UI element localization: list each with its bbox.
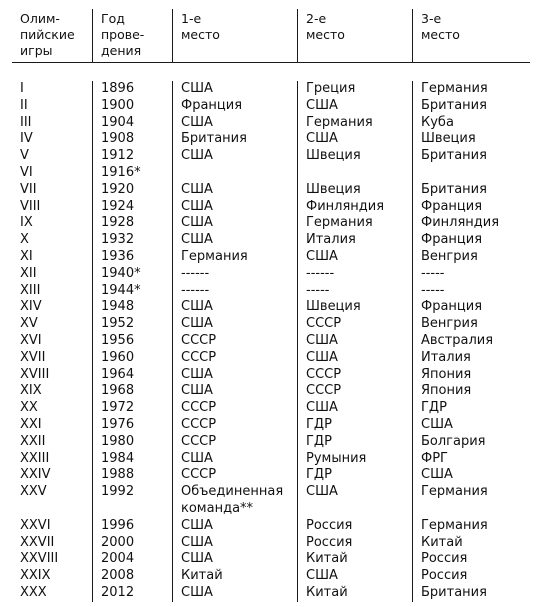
second-place-cell: СССР (297, 383, 412, 400)
table-row (12, 467, 530, 484)
third-place-cell: Британия (412, 148, 530, 165)
first-place-cell: США (172, 115, 297, 132)
year-cell: 1896 (92, 81, 172, 98)
first-place-cell: СССР (172, 350, 297, 367)
year-cell: 1952 (92, 316, 172, 333)
games-cell: VIII (20, 198, 41, 214)
year-cell: 1976 (92, 417, 172, 434)
table-row (12, 148, 530, 165)
games-cell: III (20, 114, 32, 130)
third-place-cell: Британия (412, 585, 530, 602)
second-place-cell: США (297, 350, 412, 367)
table-row (12, 568, 530, 585)
games-cell: XXI (20, 416, 42, 432)
year-cell: 1964 (92, 367, 172, 384)
year-cell: 1920 (92, 182, 172, 199)
year-cell: 1940* (92, 266, 172, 283)
games-cell: XXII (20, 433, 46, 449)
table-body (12, 63, 530, 602)
second-place-cell: США (297, 400, 412, 417)
table-row (12, 115, 530, 132)
table-row (12, 283, 530, 300)
second-place-cell: США (297, 131, 412, 148)
games-cell: XXVII (20, 534, 55, 550)
third-place-cell: Россия (412, 551, 530, 568)
first-place-cell: ------ (172, 283, 297, 300)
third-place-cell: Франция (412, 199, 530, 216)
year-cell: 1996 (92, 518, 172, 535)
third-place-cell (412, 165, 530, 182)
first-place-cell: Объединенная команда** (172, 484, 297, 518)
third-place-cell: Германия (412, 484, 530, 518)
games-cell: XXV (20, 484, 47, 500)
second-place-cell: Китай (297, 551, 412, 568)
games-cell: XXIV (20, 467, 51, 483)
first-place-cell: США (172, 367, 297, 384)
third-place-cell: Куба (412, 115, 530, 132)
second-place-cell: Швеция (297, 299, 412, 316)
year-cell: 1988 (92, 467, 172, 484)
games-cell: XXVIII (20, 551, 59, 567)
first-place-cell: СССР (172, 333, 297, 350)
table-row (12, 484, 530, 518)
header-third-place: 3-е место (412, 9, 530, 62)
table-row (12, 266, 530, 283)
third-place-cell: Британия (412, 98, 530, 115)
third-place-cell: ГДР (412, 400, 530, 417)
year-cell: 1980 (92, 434, 172, 451)
first-place-cell: США (172, 585, 297, 602)
table-row (12, 182, 530, 199)
games-cell: X (20, 232, 29, 248)
year-cell: 1924 (92, 199, 172, 216)
year-cell: 1936 (92, 249, 172, 266)
table-row (12, 316, 530, 333)
year-cell: 1900 (92, 98, 172, 115)
table-row (12, 131, 530, 148)
year-cell: 1916* (92, 165, 172, 182)
header-year: Год прове- дения (92, 9, 172, 62)
first-place-cell: СССР (172, 467, 297, 484)
third-place-cell: Россия (412, 568, 530, 585)
first-place-cell: США (172, 148, 297, 165)
first-place-cell: США (172, 551, 297, 568)
third-place-cell: Япония (412, 383, 530, 400)
table-row (12, 434, 530, 451)
first-place-cell: СССР (172, 400, 297, 417)
table-row (12, 551, 530, 568)
games-cell: XXIII (20, 450, 50, 466)
games-cell: XVII (20, 349, 46, 365)
second-place-cell: Италия (297, 232, 412, 249)
third-place-cell: Япония (412, 367, 530, 384)
games-cell: XXIX (20, 568, 51, 584)
first-place-cell: Германия (172, 249, 297, 266)
second-place-cell: ГДР (297, 467, 412, 484)
third-place-cell: Болгария (412, 434, 530, 451)
table-row (12, 232, 530, 249)
year-cell: 1904 (92, 115, 172, 132)
third-place-cell: США (412, 417, 530, 434)
table-row (12, 518, 530, 535)
year-cell: 1932 (92, 232, 172, 249)
games-cell: XII (20, 265, 37, 281)
first-place-cell: США (172, 316, 297, 333)
year-cell: 1960 (92, 350, 172, 367)
first-place-cell: США (172, 182, 297, 199)
second-place-cell: СССР (297, 367, 412, 384)
first-place-cell: Китай (172, 568, 297, 585)
table-header (12, 9, 530, 63)
table-row (12, 98, 530, 115)
first-place-cell: США (172, 199, 297, 216)
first-place-cell (172, 165, 297, 182)
third-place-cell: Венгрия (412, 316, 530, 333)
first-place-cell: ------ (172, 266, 297, 283)
header-second-place: 2-е место (297, 9, 412, 62)
first-place-cell: США (172, 535, 297, 552)
year-cell: 1984 (92, 451, 172, 468)
third-place-cell: ФРГ (412, 451, 530, 468)
year-cell: 1956 (92, 333, 172, 350)
second-place-cell (297, 165, 412, 182)
first-place-cell: США (172, 81, 297, 98)
third-place-cell: Франция (412, 299, 530, 316)
games-cell: I (20, 81, 24, 96)
second-place-cell: США (297, 484, 412, 518)
year-cell: 1972 (92, 400, 172, 417)
third-place-cell: Швеция (412, 131, 530, 148)
table-row (12, 535, 530, 552)
first-place-cell: США (172, 383, 297, 400)
first-place-cell: США (172, 451, 297, 468)
table-row (12, 367, 530, 384)
first-place-cell: СССР (172, 417, 297, 434)
first-place-cell: США (172, 518, 297, 535)
year-cell: 1948 (92, 299, 172, 316)
games-cell: IX (20, 215, 33, 231)
second-place-cell: США (297, 98, 412, 115)
second-place-cell: Китай (297, 585, 412, 602)
first-place-cell: Франция (172, 98, 297, 115)
table-row (12, 165, 530, 182)
table-row (12, 81, 530, 98)
games-cell: XIII (20, 282, 41, 298)
year-cell: 2004 (92, 551, 172, 568)
games-cell: II (20, 97, 28, 113)
games-cell: VII (20, 181, 37, 197)
games-cell: XXX (20, 584, 47, 600)
table-row (12, 299, 530, 316)
year-cell: 1944* (92, 283, 172, 300)
second-place-cell: ------ (297, 266, 412, 283)
year-cell: 2008 (92, 568, 172, 585)
table-row (12, 199, 530, 216)
second-place-cell: Греция (297, 81, 412, 98)
second-place-cell: ГДР (297, 417, 412, 434)
table-row (12, 585, 530, 602)
table-row (12, 215, 530, 232)
second-place-cell: Финляндия (297, 199, 412, 216)
second-place-cell: Швеция (297, 182, 412, 199)
third-place-cell: Китай (412, 535, 530, 552)
table-row (12, 451, 530, 468)
second-place-cell: США (297, 568, 412, 585)
table-row (12, 417, 530, 434)
first-place-cell: США (172, 215, 297, 232)
games-cell: XIV (20, 299, 42, 315)
games-cell: XX (20, 400, 38, 416)
second-place-cell: Россия (297, 518, 412, 535)
year-cell: 1908 (92, 131, 172, 148)
table-row (12, 249, 530, 266)
third-place-cell: ----- (412, 266, 530, 283)
first-place-cell: США (172, 299, 297, 316)
year-cell: 1968 (92, 383, 172, 400)
second-place-cell: Россия (297, 535, 412, 552)
second-place-cell: Румыния (297, 451, 412, 468)
third-place-cell: Австралия (412, 333, 530, 350)
third-place-cell: Финляндия (412, 215, 530, 232)
second-place-cell: ГДР (297, 434, 412, 451)
second-place-cell: Германия (297, 215, 412, 232)
second-place-cell: Швеция (297, 148, 412, 165)
third-place-cell: США (412, 467, 530, 484)
second-place-cell: СССР (297, 316, 412, 333)
games-cell: XVI (20, 332, 42, 348)
games-cell: XV (20, 316, 38, 332)
second-place-cell: США (297, 333, 412, 350)
table-row (12, 350, 530, 367)
table-row (12, 400, 530, 417)
year-cell: 1928 (92, 215, 172, 232)
third-place-cell: Британия (412, 182, 530, 199)
games-cell: XXVI (20, 517, 51, 533)
first-place-cell: США (172, 232, 297, 249)
games-cell: XIX (20, 383, 42, 399)
table-row (12, 333, 530, 350)
games-cell: V (20, 148, 29, 164)
second-place-cell: ----- (297, 283, 412, 300)
games-cell: XI (20, 248, 33, 264)
third-place-cell: Германия (412, 81, 530, 98)
olympics-table (12, 9, 530, 602)
year-cell: 1912 (92, 148, 172, 165)
third-place-cell: Германия (412, 518, 530, 535)
year-cell: 2000 (92, 535, 172, 552)
first-place-cell: СССР (172, 434, 297, 451)
table-row (12, 383, 530, 400)
first-place-cell: Британия (172, 131, 297, 148)
third-place-cell: Венгрия (412, 249, 530, 266)
second-place-cell: США (297, 249, 412, 266)
year-cell: 1992 (92, 484, 172, 518)
header-first-place: 1-е место (172, 9, 297, 62)
games-cell: XVIII (20, 366, 50, 382)
games-cell: IV (20, 131, 33, 147)
third-place-cell: ----- (412, 283, 530, 300)
third-place-cell: Италия (412, 350, 530, 367)
header-games: Олим- пийские игры (20, 11, 75, 58)
games-cell: VI (20, 164, 33, 180)
third-place-cell: Франция (412, 232, 530, 249)
year-cell: 2012 (92, 585, 172, 602)
second-place-cell: Германия (297, 115, 412, 132)
